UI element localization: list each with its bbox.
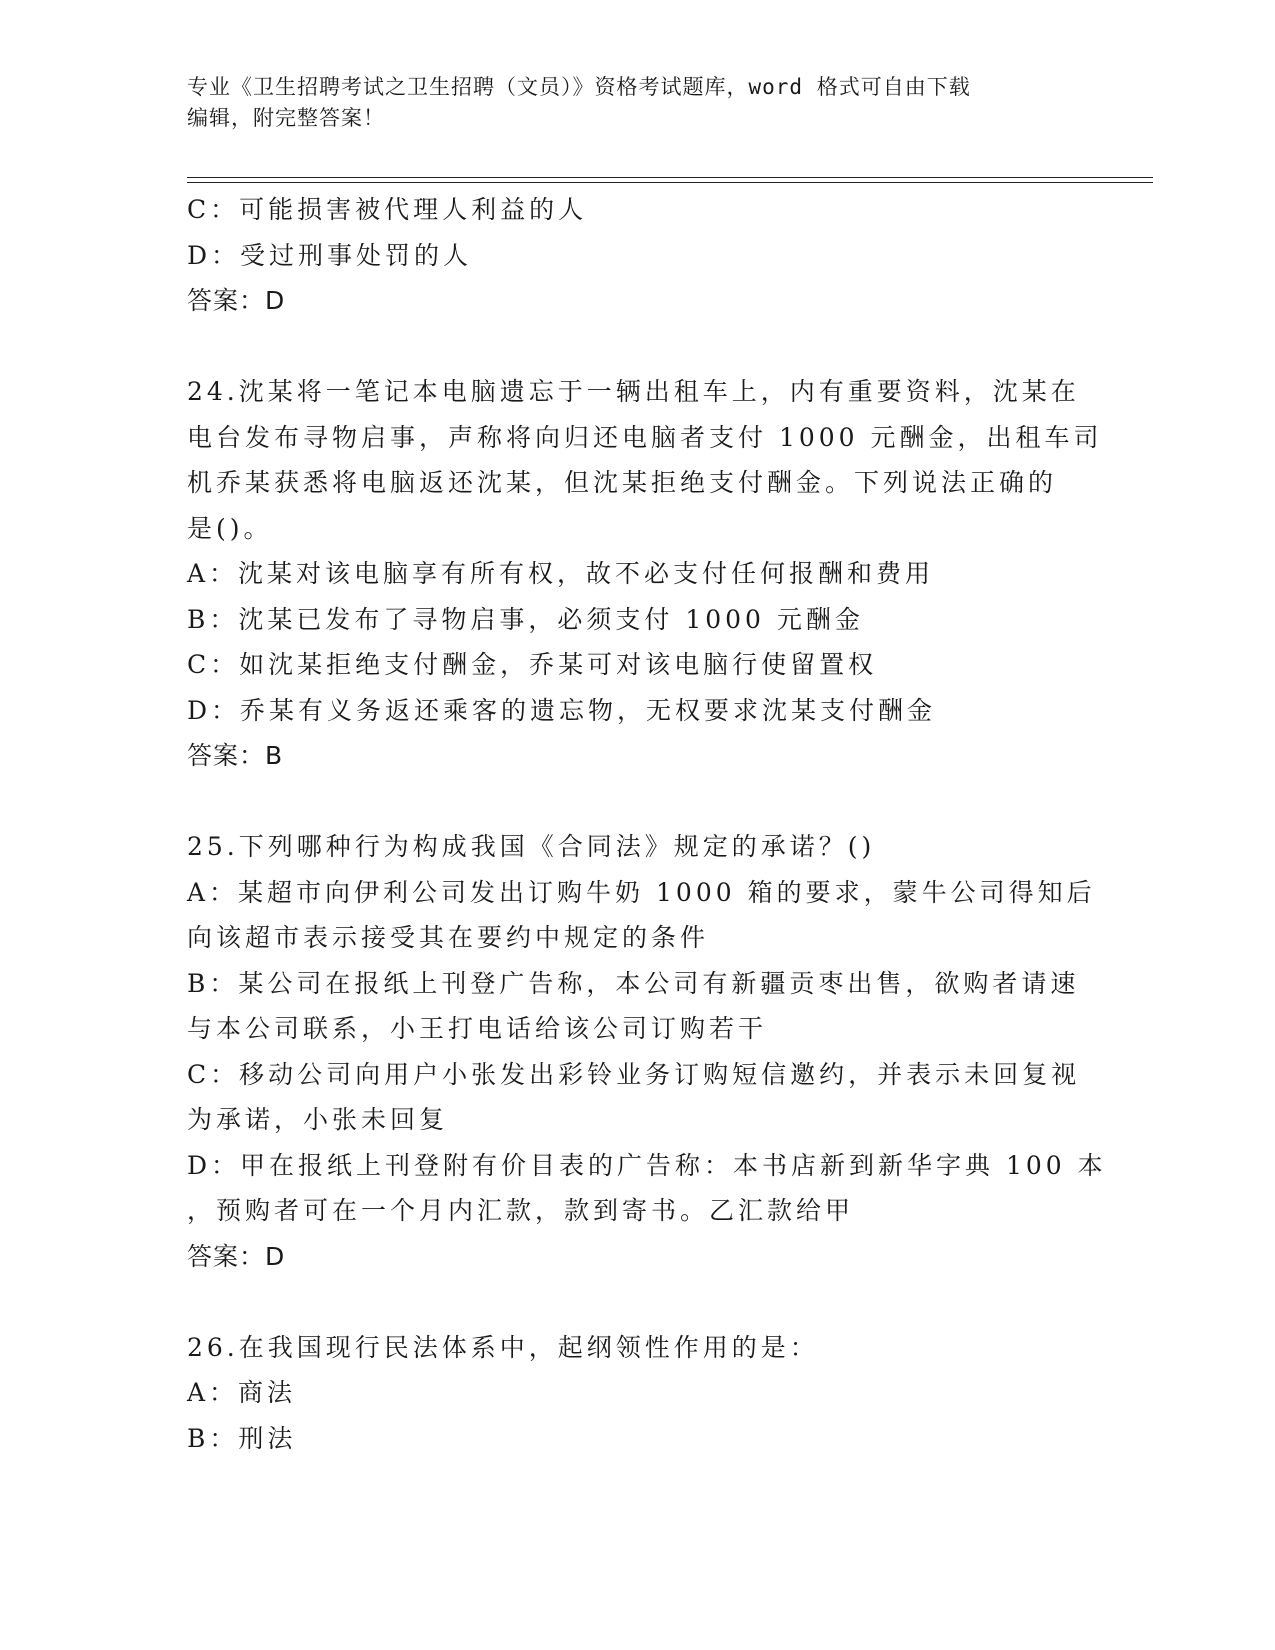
answer: 答案：B (187, 741, 284, 770)
question-stem: 25.下列哪种行为构成我国《合同法》规定的承诺？() (187, 832, 876, 861)
option-b-line: 与本公司联系，小王打电话给该公司订购若干 (187, 1014, 768, 1043)
question-stem-line: 电台发布寻物启事，声称将向归还电脑者支付 1000 元酬金，出租车司 (187, 422, 1103, 452)
question-stem-line: 24.沈某将一笔记本电脑遗忘于一辆出租车上，内有重要资料，沈某在 (187, 377, 1080, 406)
document-header (187, 72, 1087, 134)
option-d-line: ，预购者可在一个月内汇款，款到寄书。乙汇款给甲 (187, 1196, 855, 1225)
header-line-1: 专业《卫生招聘考试之卫生招聘（文员）》资格考试题库，word 格式可自由下载 (187, 75, 971, 99)
question-24 (187, 369, 1103, 779)
option-b-line: B：某公司在报纸上刊登广告称，本公司有新疆贡枣出售，欲购者请速 (187, 968, 1080, 998)
option-d: D：受过刑事处罚的人 (187, 240, 473, 270)
option-a-line: 向该超市表示接受其在要约中规定的条件 (187, 923, 710, 952)
option-c-line: C：移动公司向用户小张发出彩铃业务订购短信邀约，并表示未回复视 (187, 1059, 1081, 1089)
header-rule-top (187, 177, 1153, 178)
option-c-line: 为承诺，小张未回复 (187, 1105, 449, 1134)
option-c: C：可能损害被代理人利益的人 (187, 195, 588, 224)
header-line-2: 编辑，附完整答案！ (187, 106, 385, 130)
question-23 (187, 187, 1067, 324)
question-stem: 26.在我国现行民法体系中，起纲领性作用的是： (187, 1332, 819, 1362)
option-a-line: A：某超市向伊利公司发出订购牛奶 1000 箱的要求，蒙牛公司得知后 (187, 877, 1096, 907)
question-stem-line: 是()。 (187, 513, 273, 543)
answer: 答案：D (187, 1241, 286, 1271)
option-a: A：沈某对该电脑享有所有权，故不必支付任何报酬和费用 (187, 559, 935, 588)
option-a: A：商法 (187, 1378, 297, 1407)
answer: 答案：D (187, 286, 286, 315)
option-b: B：沈某已发布了寻物启事，必须支付 1000 元酬金 (187, 604, 864, 634)
question-stem-line: 机乔某获悉将电脑返还沈某，但沈某拒绝支付酬金。下列说法正确的 (187, 468, 1058, 497)
question-26 (187, 1325, 1067, 1462)
option-b: B：刑法 (187, 1423, 297, 1453)
option-d: D：乔某有义务返还乘客的遗忘物，无权要求沈某支付酬金 (187, 695, 937, 725)
question-25 (187, 824, 1107, 1279)
question-list (187, 187, 1107, 1461)
option-c: C：如沈某拒绝支付酬金，乔某可对该电脑行使留置权 (187, 650, 878, 679)
header-rule-bottom (187, 182, 1153, 183)
option-d-line: D：甲在报纸上刊登附有价目表的广告称：本书店新到新华字典 100 本 (187, 1150, 1107, 1180)
